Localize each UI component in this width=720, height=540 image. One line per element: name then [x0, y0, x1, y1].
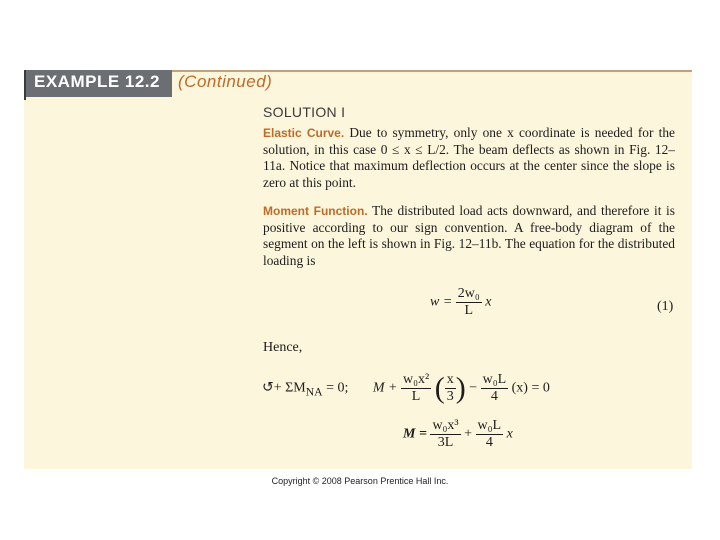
eq2-f1-numerator: w₀x²	[402, 372, 430, 387]
eq1-variable: x	[485, 294, 492, 310]
eq3-f2-numerator: w₀L	[477, 418, 502, 433]
eq3-variable: x	[506, 426, 513, 442]
eq2-equals-zero: = 0;	[326, 380, 349, 396]
eq1-fraction	[456, 286, 482, 319]
eq3-f2-denominator: 4	[485, 435, 493, 450]
eq2-M: M +	[372, 380, 398, 396]
eq2-f3-denominator: 4	[490, 389, 498, 404]
eq3-f1-denominator: 3L	[437, 435, 454, 450]
eq3-f1-numerator: w₀x³	[432, 418, 459, 433]
equation-1	[430, 286, 492, 319]
eq3-lhs: M =	[403, 426, 427, 442]
eq1-denominator: L	[464, 303, 474, 318]
eq2-f1-denominator: L	[411, 389, 421, 404]
right-paren: )	[455, 371, 466, 405]
eq2-fraction-2	[445, 372, 456, 405]
elastic-curve-lead: Elastic Curve.	[263, 126, 345, 140]
equation-3	[403, 418, 513, 451]
eq2-paren-x: (x) = 0	[511, 380, 550, 396]
left-rule	[24, 70, 26, 100]
moment-function-paragraph	[263, 203, 675, 269]
solution-heading: SOLUTION I	[263, 104, 346, 120]
eq2-subscript: NA	[305, 385, 323, 399]
eq2-sum: ↺+ ΣM	[262, 380, 306, 396]
eq1-numerator: 2w₀	[457, 286, 480, 301]
eq2-f3-numerator: w₀L	[482, 372, 507, 387]
eq2-fraction-3	[481, 372, 509, 405]
eq2-minus: −	[469, 380, 478, 396]
moment-function-lead: Moment Function.	[263, 204, 368, 218]
eq2-f2-numerator: x	[446, 372, 454, 387]
elastic-curve-paragraph	[263, 125, 675, 191]
eq2-f2-denominator: 3	[446, 389, 454, 404]
copyright-notice: Copyright © 2008 Pearson Prentice Hall Inc.	[271, 476, 449, 486]
eq2-fraction-1	[401, 372, 431, 405]
eq3-fraction-2	[476, 418, 504, 451]
equation-number: (1)	[657, 299, 674, 314]
elastic-curve-text: Due to symmetry, only one x coordinate is needed for the solution, in this case 0 ≤ x ≤ L/2. The beam deflects as shown in Fig. 12–11a. Notice that maximum deflection occurs at the center since the slope is zero at this point.	[263, 125, 675, 190]
equation-2	[262, 372, 550, 405]
continued-label: (Continued)	[178, 72, 273, 91]
eq3-plus: +	[464, 426, 473, 442]
eq1-lhs: w =	[430, 294, 453, 310]
moment-function-text: The distributed load acts downward, and therefore it is positive according to our sign convention. A free-body diagram of the segment on the left is shown in Fig. 12–11b. The equation for the distributed loading is	[263, 203, 675, 268]
left-paren: (	[434, 371, 445, 405]
eq3-fraction-1	[430, 418, 460, 451]
example-title: EXAMPLE 12.2	[34, 72, 160, 91]
hence-text: Hence,	[263, 340, 303, 355]
